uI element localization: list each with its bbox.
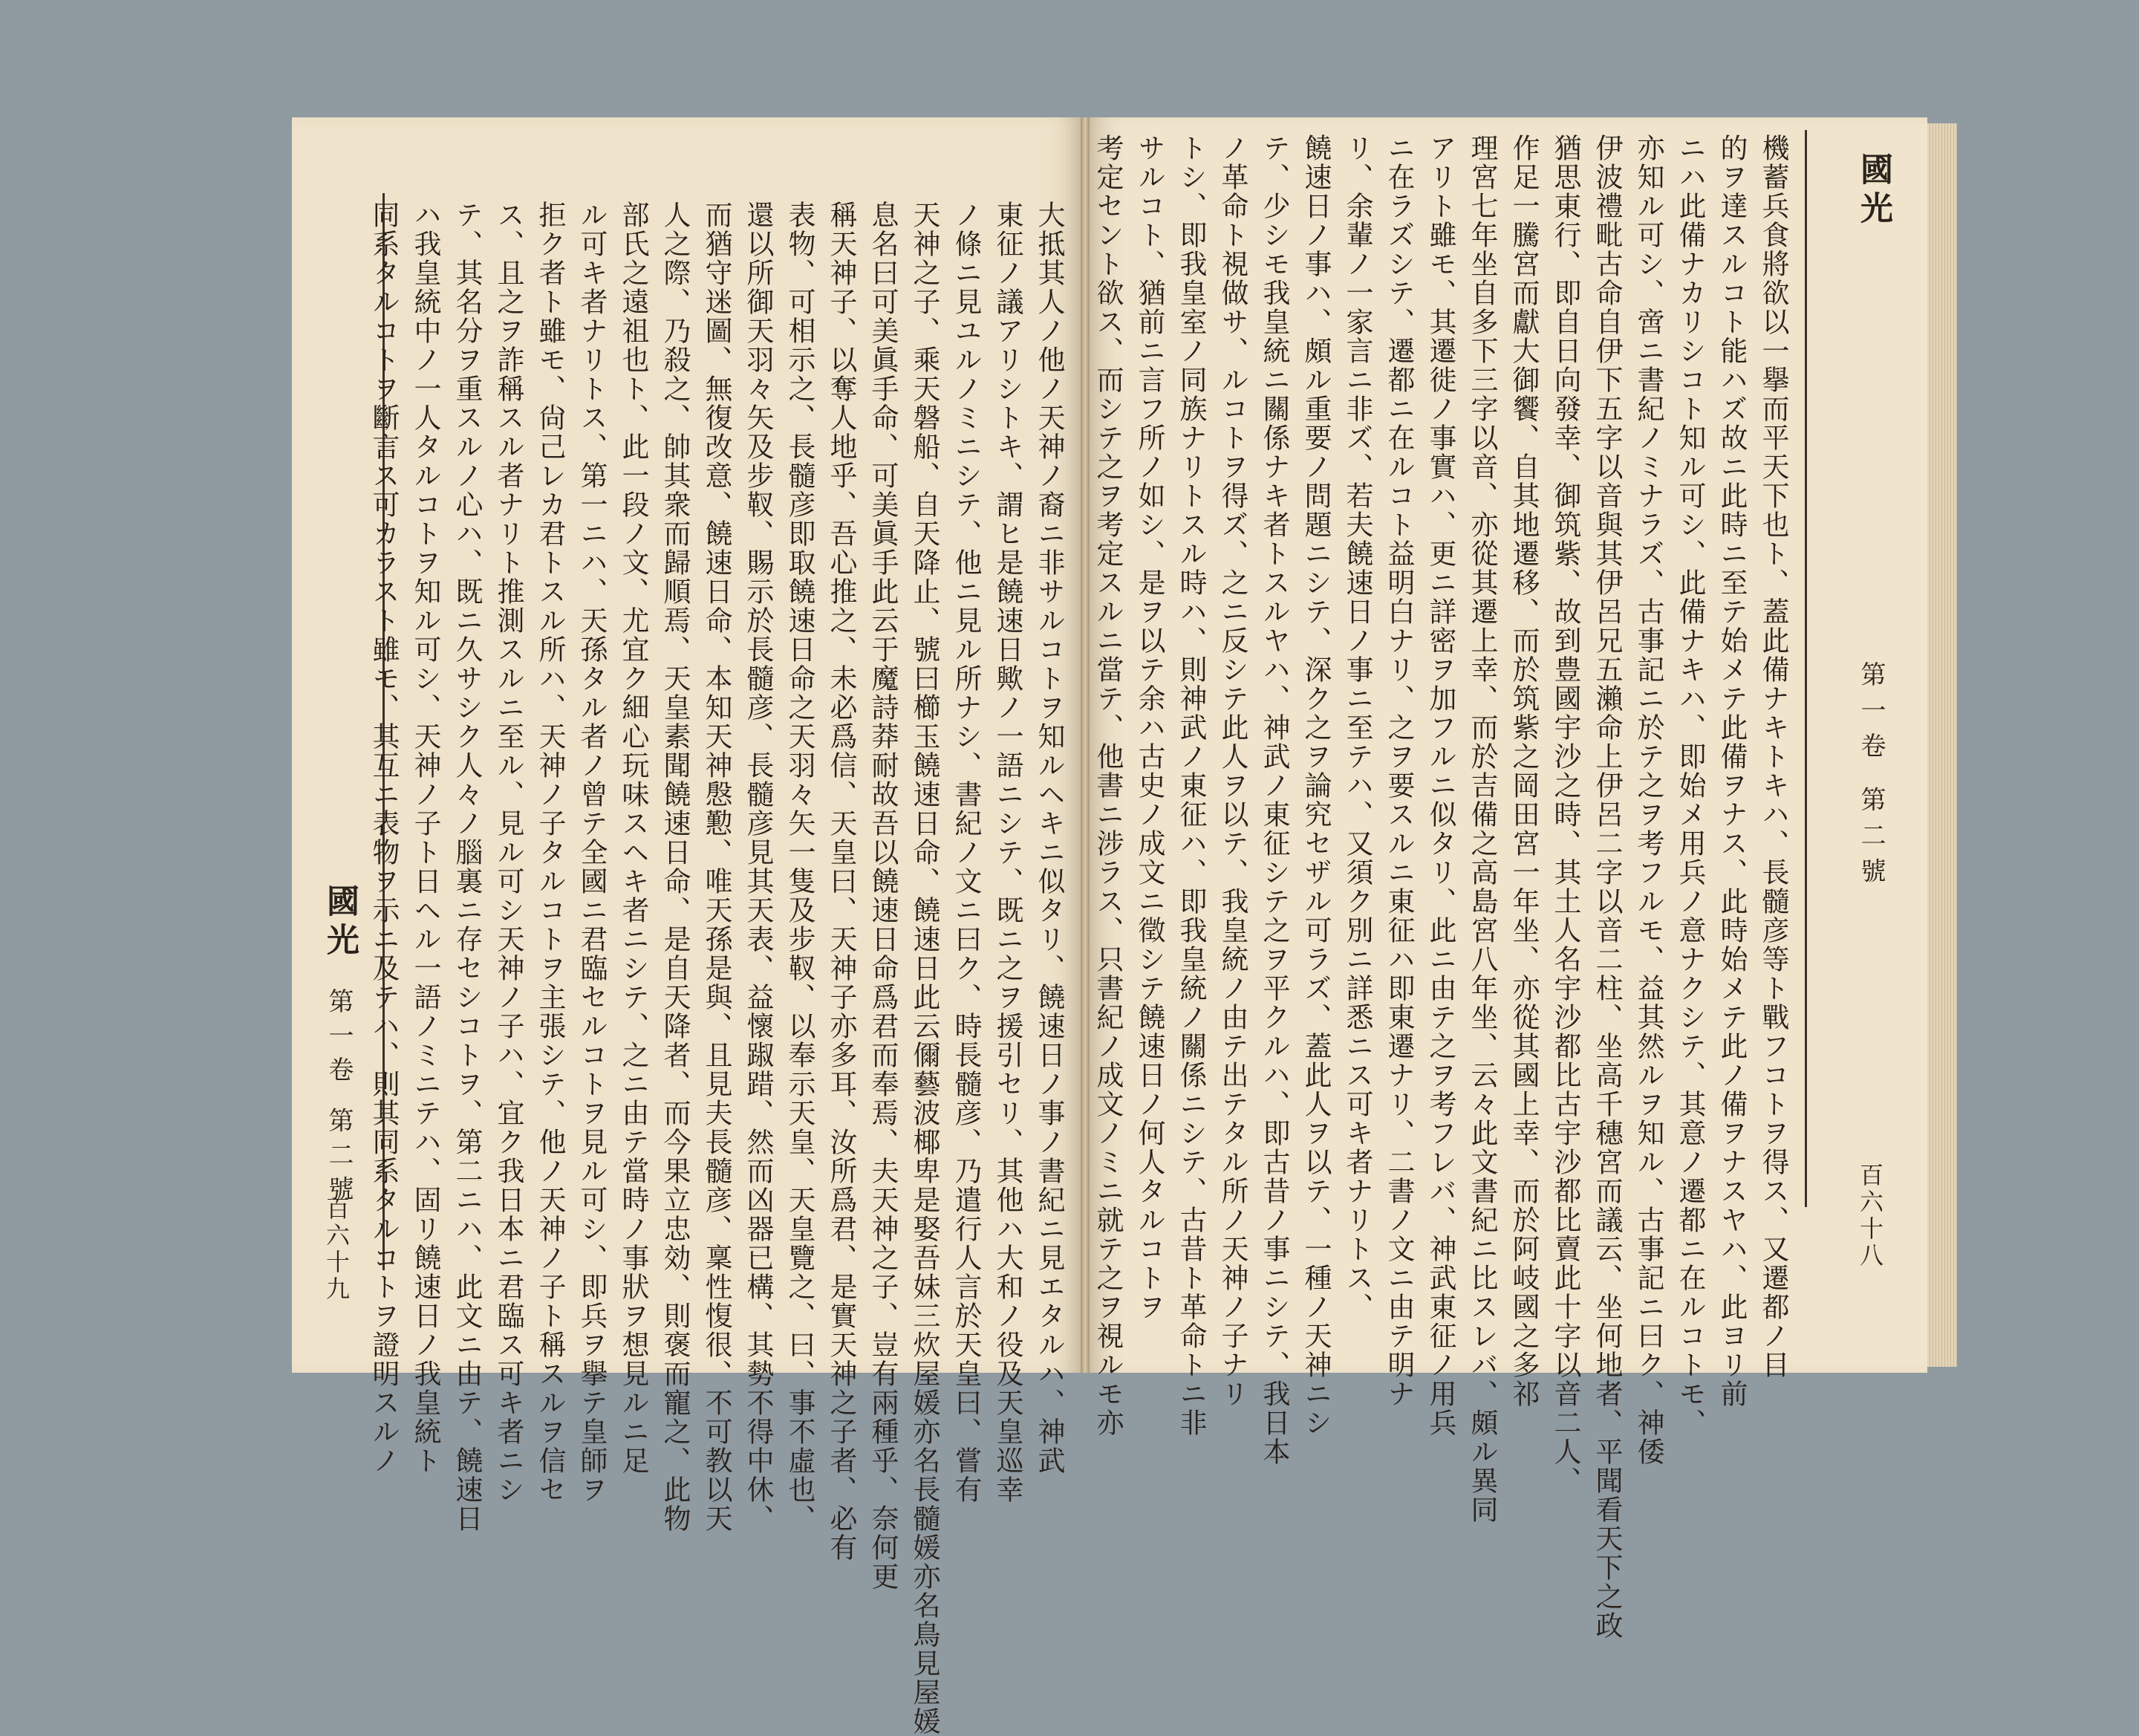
text-column: テ、其名分ヲ重スルノ心ハ、既ニ久サシク人々ノ腦裏ニ存セシコトヲ、第二ニハ、此文ニ由テ、饒速日 — [451, 201, 483, 1533]
text-column: 拒ク者ト雖モ、尙己レカ君トスル所ハ、天神ノ子タルコトヲ主張シテ、他ノ天神ノ子ト稱スルヲ信セ — [534, 201, 566, 1504]
text-column: ノ革命ト視做サ、ルコトヲ得ズ、之ニ反シテ此人ヲ以テ、我皇統ノ由テ出テタル所ノ天神ノ子ナリ — [1217, 134, 1248, 1408]
text-column: テ、少シモ我皇統ニ關係ナキ者トスルヤハ、神武ノ東征シテ之ヲ平クルハ、即古昔ノ事ニシテ、我日本 — [1258, 134, 1290, 1466]
left-page-number: 百六十九 — [322, 1196, 351, 1303]
text-column: ハ我皇統中ノ一人タルコトヲ知ル可シ、天神ノ子ト日ヘル一語ノミニテハ、固リ饒速日ノ我皇統ト — [409, 201, 441, 1475]
page-edges — [1927, 123, 1957, 1367]
right-page-issue: 第一卷 第二號 — [1856, 661, 1886, 894]
text-column: アリト雖モ、其遷徙ノ事實ハ、更ニ詳密ヲ加フルニ似タリ、此ニ由テ之ヲ考フレバ、神武東征ノ用兵 — [1425, 134, 1456, 1437]
left-page-body — [368, 201, 1070, 1736]
text-column: 表物、可相示之、長髓彦即取饒速日命之天羽々矢一隻及步靫、以奉示天皇、天皇覽之、曰、事不虛也、 — [784, 201, 815, 1533]
text-column: ル可キ者ナリトス、第一ニハ、天孫タル者ノ曾テ全國ニ君臨セルコトヲ見ル可シ、即兵ヲ擧テ皇師ヲ — [576, 201, 608, 1504]
text-column: 的ヲ達スルコト能ハズ故ニ此時ニ至テ始メテ此備ヲナス、此時始メテ此ノ備ヲナスヤハ、此ヨリ前 — [1716, 134, 1748, 1408]
text-column: リ、余輩ノ一家言ニ非ズ、若夫饒速日ノ事ニ至テハ、又須ク別ニ詳悉ニス可キ者ナリトス、 — [1341, 134, 1373, 1321]
text-column: 機蓄兵食將欲以一擧而平天下也ト、蓋此備ナキトキハ、長髓彦等ト戰フコトヲ得ス、又遷都ノ目 — [1757, 134, 1789, 1379]
right-page-number: 百六十八 — [1856, 1163, 1884, 1270]
text-column: 人之際、乃殺之、帥其衆而歸順焉、天皇素聞饒速日命、是自天降者、而今果立忠効、則褒而寵之、此物 — [659, 201, 691, 1533]
text-column: 作足一騰宮而獻大御饗、自其地遷移、而於筑紫之岡田宮一年坐、亦從其國上幸、而於阿岐國之多祁 — [1508, 134, 1540, 1408]
text-column: サルコト、猶前ニ言フ所ノ如シ、是ヲ以テ余ハ古史ノ成文ニ徵シテ饒速日ノ何人タルコトヲ — [1133, 134, 1165, 1321]
text-column: ニハ此備ナカリシコト知ル可シ、此備ナキハ、即始メ用兵ノ意ナクシテ、其意ノ遷都ニ在ルコトモ、 — [1674, 134, 1706, 1437]
text-column: 東征ノ議アリシトキ、謂ヒ是饒速日歟ノ一語ニシテ、既ニ之ヲ援引セリ、其他ハ大和ノ役及天皇巡幸 — [992, 201, 1023, 1504]
text-column: ス、且之ヲ詐稱スル者ナリト推測スルニ至ル、見ル可シ天神ノ子ハ、宜ク我日本ニ君臨ス可キ者ニシ — [492, 201, 524, 1504]
text-column: 部氏之遠祖也ト、此一段ノ文、尤宜ク細心玩味スヘキ者ニシテ、之ニ由テ當時ノ事狀ヲ想見ルニ足 — [617, 201, 649, 1475]
text-column: ニ在ラズシテ、遷都ニ在ルコト益明白ナリ、之ヲ要スルニ東征ハ即東遷ナリ、二書ノ文ニ由テ明ナ — [1383, 134, 1415, 1408]
text-column: 理宮七年坐自多下三字以音、亦從其遷上幸、而於吉備之高島宮八年坐、云々此文書紀ニ比スレバ、頗ル異同 — [1466, 134, 1498, 1524]
left-page-title: 國光 — [321, 884, 359, 961]
text-column: 同系タルコトヲ斷言ス可カラスト雖モ、其互ニ表物ヲ示ニ及テハ、則其同系タルコトヲ證明スルノ — [368, 201, 400, 1475]
right-page-body — [1092, 134, 1794, 1640]
text-column: トシ、即我皇室ノ同族ナリトスル時ハ、則神武ノ東征ハ、即我皇統ノ關係ニシテ、古昔ト革命トニ非 — [1175, 134, 1207, 1437]
text-column: 稱天神子、以奪人地乎、吾心推之、未必爲信、天皇曰、天神子亦多耳、汝所爲君、是實天神之子者、必有 — [825, 201, 857, 1562]
right-page-header-rule — [1805, 130, 1807, 1207]
text-column: 猶思東行、即自日向發幸、御筑紫、故到豊國宇沙之時、其土人名宇沙都比古宇沙都比賣此十字以音二人、 — [1549, 134, 1581, 1495]
text-column: 還以所御天羽々矢及步靫、賜示於長髓彦、長髓彦見其天表、益懷踧踖、然而凶器已構、其勢不得中休、 — [742, 201, 774, 1533]
text-column: 而猶守迷圖、無復改意、饒速日命、本知天神慇懃、唯天孫是與、且見夫長髓彦、稟性愎很、不可教以天 — [700, 201, 732, 1533]
text-column: ノ條ニ見ユルノミニシテ、他ニ見ル所ナシ、書紀ノ文ニ曰ク、時長髓彦、乃遣行人言於天皇曰、嘗有 — [950, 201, 982, 1504]
text-column: 天神之子、乘天磐船、自天降止、號曰櫛玉饒速日命、饒速日此云儞藝波椰卑是娶吾妹三炊屋媛亦名長髓媛亦名鳥見屋媛 — [908, 201, 940, 1736]
text-column: 伊波禮毗古命自伊下五字以音與其伊呂兄五瀨命上伊呂二字以音二柱、坐高千穗宮而議云、坐何地者、平聞看天下之政 — [1591, 134, 1623, 1640]
text-column: 考定セント欲ス、而シテ之ヲ考定スルニ當テ、他書ニ涉ラス、只書紀ノ成文ノミニ就テ之ヲ視ルモ亦 — [1092, 134, 1124, 1437]
text-column: 息名曰可美眞手命、可美眞手此云于魔詩莽耐故吾以饒速日命爲君而奉焉、夫天神之子、豈有兩種乎、奈何更 — [867, 201, 899, 1591]
right-page-title: 國光 — [1855, 152, 1892, 230]
text-column: 亦知ル可シ、啻ニ書紀ノミナラズ、古事記ニ於テ之ヲ考フルモ、益其然ルヲ知ル、古事記ニ曰ク、神倭 — [1632, 134, 1664, 1466]
text-column: 大抵其人ノ他ノ天神ノ裔ニ非サルコトヲ知ルヘキニ似タリ、饒速日ノ事ノ書紀ニ見エタルハ、神武 — [1033, 201, 1065, 1475]
text-column: 饒速日ノ事ハ、頗ル重要ノ問題ニシテ、深ク之ヲ論究セザル可ラズ、蓋此人ヲ以テ、一種ノ天神ニシ — [1300, 134, 1332, 1437]
left-page-issue: 第一卷 第二號 — [324, 988, 354, 1210]
